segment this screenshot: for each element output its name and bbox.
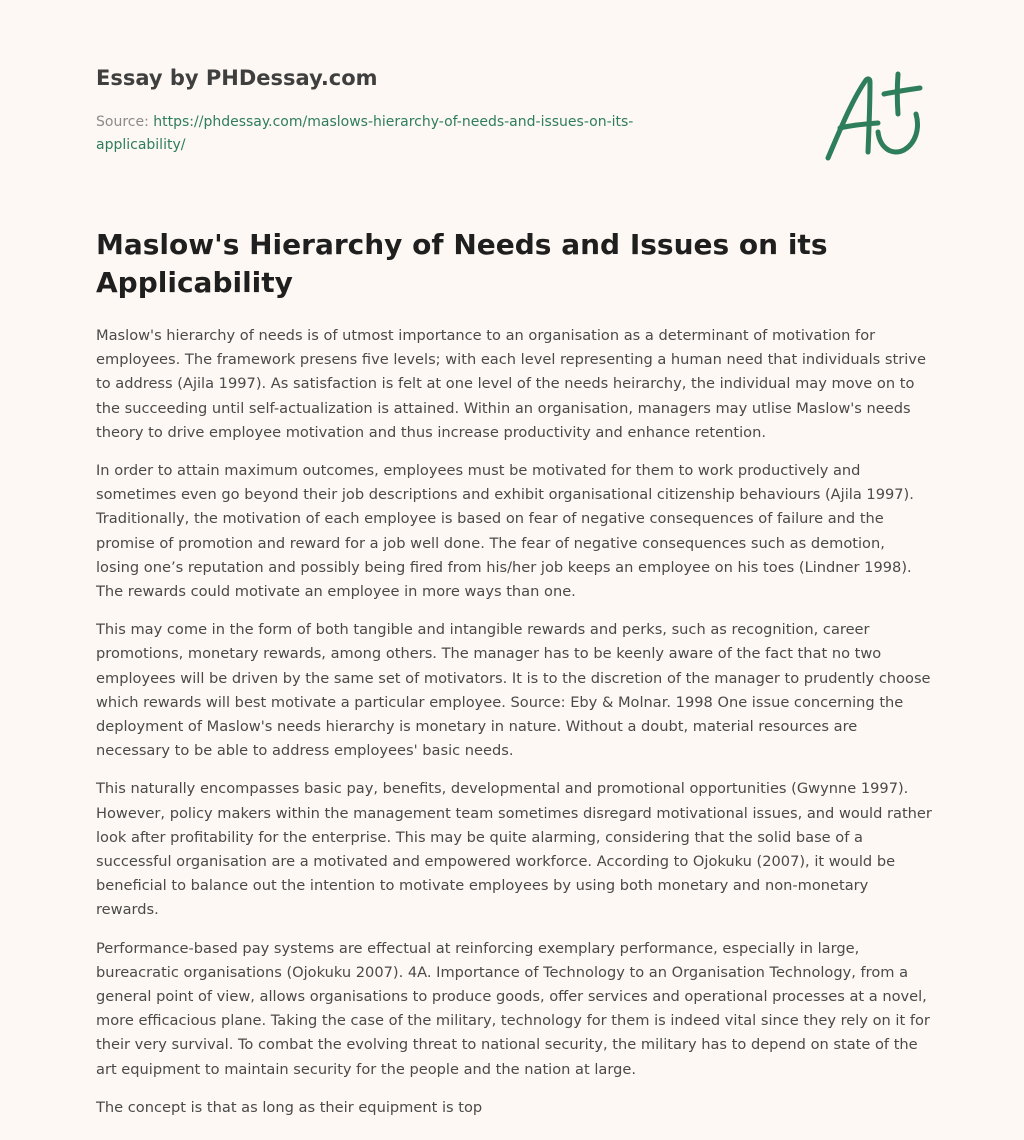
- source-line: [96, 111, 716, 157]
- source-link[interactable]: https://phdessay.com/maslows-hierarchy-of-needs-and-issues-on-its-applicability/: [96, 114, 634, 153]
- essay-paragraph: This naturally encompasses basic pay, benefits, developmental and promotional opportunities (Gwynne 1997). However, policy makers within the management team sometimes disregard motivational issues, and would rather look after profitability for the enterprise. This may be quite alarming, considering that the solid base of a successful organisation are a motivated and empowered workforce. According to Ojokuku (2007), it would be beneficial to balance out the intention to motivate employees by using both monetary and non-monetary rewards.: [96, 780, 932, 919]
- site-title: Essay by PHDessay.com: [96, 66, 378, 90]
- essay-paragraph: The concept is that as long as their equipment is top: [96, 1098, 483, 1116]
- essay-paragraph: In order to attain maximum outcomes, employees must be motivated for them to work productively and sometimes even go beyond their job descriptions and exhibit organisational citizenship behaviours (Ajila 1997). Traditionally, the motivation of each employee is based on fear of negative consequences of failure and the promise of promotion and reward for a job well done. The fear of negative consequences such as demotion, losing one’s reputation and possibly being fired from his/her job keeps an employee on his toes (Lindner 1998). The rewards could motivate an employee in more ways than one.: [96, 462, 914, 601]
- essay-paragraph: Performance-based pay systems are effectual at reinforcing exemplary performance, especially in large, bureacratic organisations (Ojokuku 2007). 4A. Importance of Technology to an Organisation Technology, from a general point of view, allows organisations to produce goods, offer services and operational processes at a novel, more efficacious plane. Taking the case of the military, technology for them is indeed vital since they rely on it for their very survival. To combat the evolving threat to national security, the military has to depend on state of the art equipment to maintain security for the people and the nation at large.: [96, 939, 930, 1078]
- essay-paragraph: Maslow's hierarchy of needs is of utmost importance to an organisation as a determinant of motivation for employees. The framework presens five levels; with each level representing a human need that individuals strive to address (Ajila 1997). As satisfaction is felt at one level of the needs heirarchy, the individual may move on to the succeeding until self-actualization is attained. Within an organisation, managers may utlise Maslow's needs theory to drive employee motivation and thus increase productivity and enhance retention.: [96, 327, 926, 441]
- a-plus-icon: [822, 70, 928, 164]
- source-label: Source:: [96, 114, 149, 130]
- essay-body: [96, 324, 932, 1134]
- essay-paragraph: This may come in the form of both tangible and intangible rewards and perks, such as recognition, career promotions, monetary rewards, among others. The manager has to be keenly aware of the fact that no two employees will be driven by the same set of motivators. It is to the discretion of the manager to prudently choose which rewards will best motivate a particular employee. Source: Eby & Molnar. 1998 One issue concerning the deployment of Maslow's needs hierarchy is monetary in nature. Without a doubt, material resources are necessary to be able to address employees' basic needs.: [96, 621, 931, 760]
- essay-title: Maslow's Hierarchy of Needs and Issues on its Applicability: [96, 228, 828, 299]
